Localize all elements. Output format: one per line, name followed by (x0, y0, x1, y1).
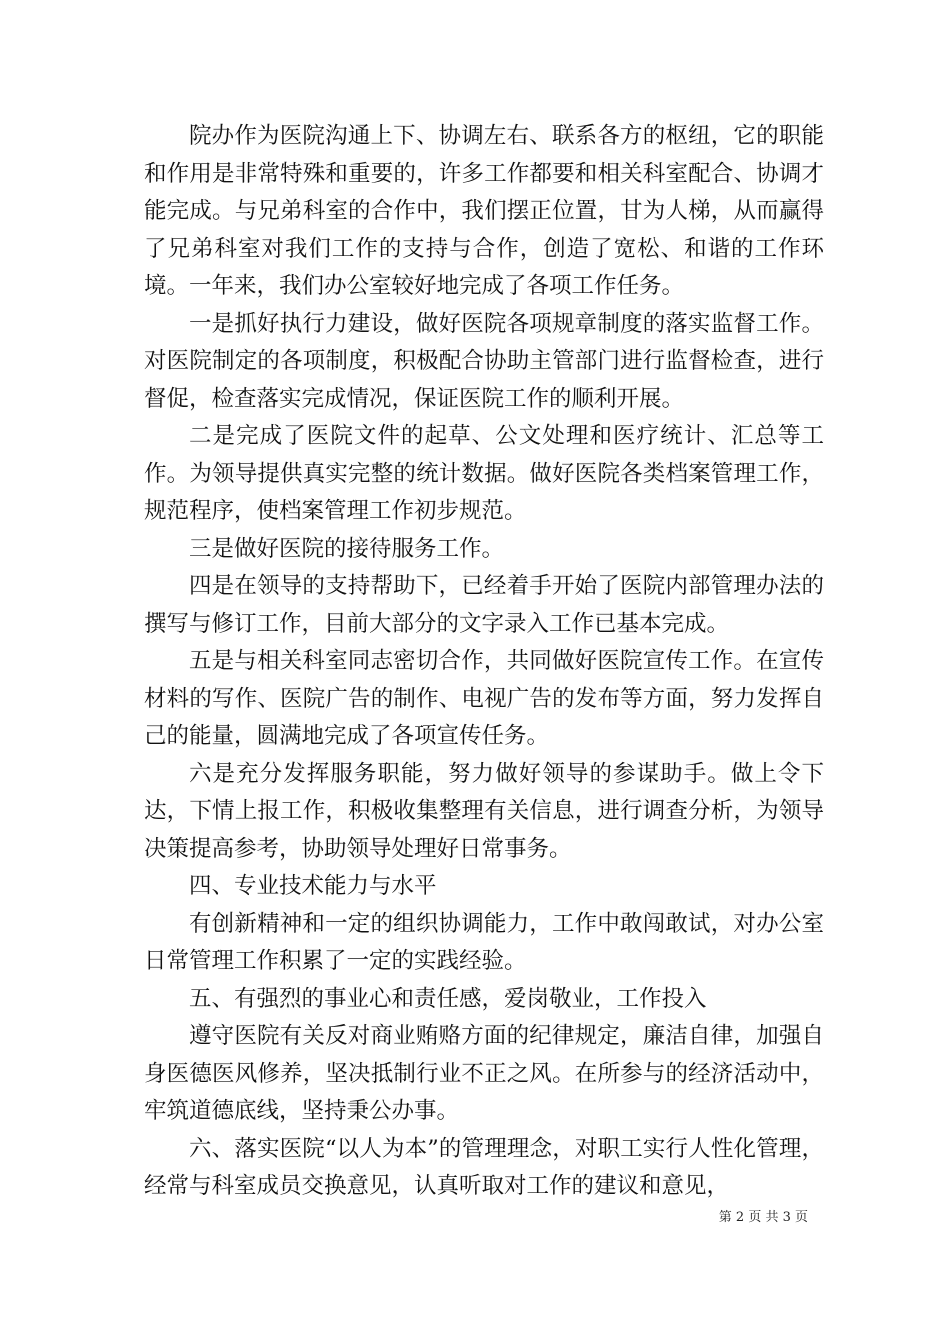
paragraph-section-4: 有创新精神和一定的组织协调能力，工作中敢闯敢试，对办公室日常管理工作积累了一定的实践经验。 (144, 910, 824, 974)
paragraph-item-3: 三是做好医院的接待服务工作。 (189, 535, 505, 562)
paragraph-item-2: 二是完成了医院文件的起草、公文处理和医疗统计、汇总等工作。为领导提供真实完整的统计数据。做好医院各类档案管理工作，规范程序，使档案管理工作初步规范。 (144, 423, 824, 524)
paragraph-item-4: 四是在领导的支持帮助下，已经着手开始了医院内部管理办法的撰写与修订工作，目前大部分的文字录入工作已基本完成。 (144, 573, 824, 637)
paragraph-item-6: 六是充分发挥服务职能，努力做好领导的参谋助手。做上令下达，下情上报工作，积极收集整理有关信息，进行调查分析，为领导决策提高参考，协助领导处理好日常事务。 (144, 760, 824, 862)
paragraph-item-5: 五是与相关科室同志密切合作，共同做好医院宣传工作。在宣传材料的写作、医院广告的制作、电视广告的发布等方面，努力发挥自己的能量，圆满地完成了各项宣传任务。 (144, 648, 824, 749)
page-number-footer: 第 2 页 共 3 页 (718, 1210, 808, 1225)
paragraph-section-6: 六、落实医院“以人为本”的管理理念，对职工实行人性化管理，经常与科室成员交换意见，认真听取对工作的建议和意见， (144, 1135, 824, 1199)
section-heading-4: 四、专业技术能力与水平 (189, 873, 437, 899)
paragraph-office-role: 院办作为医院沟通上下、协调左右、联系各方的枢纽，它的职能和作用是非常特殊和重要的，许多工作都要和相关科室配合、协调才能完成。与兄弟科室的合作中，我们摆正位置，甘为人梯，从而赢得了兄弟科室对我们工作的支持与合作，创造了宽松、和谐的工作环境。一年来，我们办公室较好地完成了各项工作任务。 (144, 123, 824, 299)
document-body (144, 118, 824, 1206)
paragraph-item-1: 一是抓好执行力建设，做好医院各项规章制度的落实监督工作。对医院制定的各项制度，积极配合协助主管部门进行监督检查，进行督促，检查落实完成情况，保证医院工作的顺利开展。 (144, 310, 824, 412)
paragraph-section-5: 遵守医院有关反对商业贿赂方面的纪律规定，廉洁自律，加强自身医德医风修养，坚决抵制行业不正之风。在所参与的经济活动中，牢筑道德底线，坚持秉公办事。 (144, 1023, 824, 1124)
section-heading-5: 五、有强烈的事业心和责任感，爱岗敬业，工作投入 (189, 985, 707, 1012)
